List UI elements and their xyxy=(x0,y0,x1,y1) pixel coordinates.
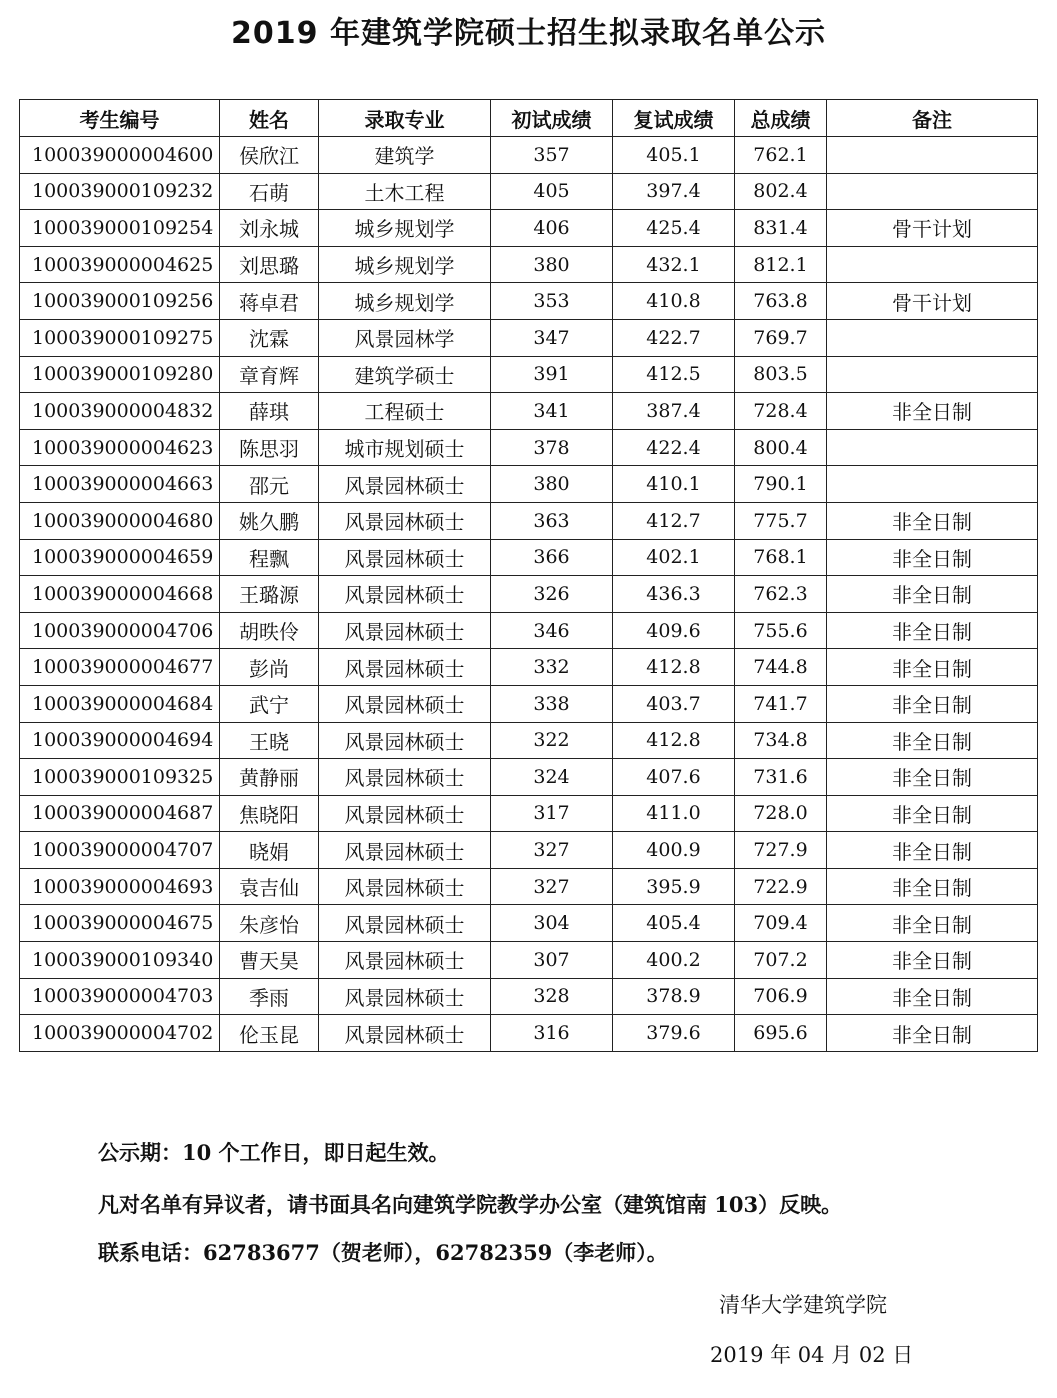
header-remarks: 备注 xyxy=(827,100,1038,137)
cell-remarks: 非全日制 xyxy=(827,905,1038,942)
cell-major: 风景园林硕士 xyxy=(319,759,491,796)
cell-retest-score: 405.1 xyxy=(613,137,735,174)
cell-remarks: 非全日制 xyxy=(827,1015,1038,1052)
cell-total-score: 727.9 xyxy=(735,832,827,869)
cell-name: 季雨 xyxy=(220,978,319,1015)
cell-initial-score: 378 xyxy=(491,429,613,466)
cell-total-score: 728.4 xyxy=(735,393,827,430)
cell-name: 袁吉仙 xyxy=(220,868,319,905)
cell-total-score: 755.6 xyxy=(735,612,827,649)
cell-retest-score: 410.8 xyxy=(613,283,735,320)
table-row xyxy=(20,319,1038,356)
cell-retest-score: 379.6 xyxy=(613,1015,735,1052)
cell-name: 焦晓阳 xyxy=(220,795,319,832)
table-row xyxy=(20,393,1038,430)
cell-exam-id: 100039000004832 xyxy=(20,393,220,430)
cell-total-score: 734.8 xyxy=(735,722,827,759)
cell-total-score: 762.1 xyxy=(735,137,827,174)
cell-retest-score: 436.3 xyxy=(613,576,735,613)
cell-remarks: 非全日制 xyxy=(827,576,1038,613)
cell-name: 朱彦怡 xyxy=(220,905,319,942)
table-header-row xyxy=(20,100,1038,137)
cell-retest-score: 432.1 xyxy=(613,246,735,283)
cell-initial-score: 304 xyxy=(491,905,613,942)
cell-exam-id: 100039000109232 xyxy=(20,173,220,210)
cell-retest-score: 409.6 xyxy=(613,612,735,649)
table-row xyxy=(20,905,1038,942)
cell-name: 邵元 xyxy=(220,466,319,503)
cell-total-score: 769.7 xyxy=(735,319,827,356)
cell-major: 风景园林硕士 xyxy=(319,685,491,722)
cell-exam-id: 100039000109340 xyxy=(20,942,220,979)
cell-remarks: 非全日制 xyxy=(827,502,1038,539)
cell-major: 风景园林学 xyxy=(319,319,491,356)
cell-total-score: 762.3 xyxy=(735,576,827,613)
cell-exam-id: 100039000004706 xyxy=(20,612,220,649)
cell-total-score: 707.2 xyxy=(735,942,827,979)
cell-exam-id: 100039000004703 xyxy=(20,978,220,1015)
cell-major: 城市规划硕士 xyxy=(319,429,491,466)
cell-name: 武宁 xyxy=(220,685,319,722)
cell-remarks: 非全日制 xyxy=(827,649,1038,686)
cell-retest-score: 402.1 xyxy=(613,539,735,576)
table-row xyxy=(20,466,1038,503)
cell-exam-id: 100039000109275 xyxy=(20,319,220,356)
notice-period: 公示期：10 个工作日，即日起生效。 xyxy=(98,1140,450,1165)
cell-initial-score: 391 xyxy=(491,356,613,393)
cell-major: 城乡规划学 xyxy=(319,210,491,247)
cell-retest-score: 412.5 xyxy=(613,356,735,393)
cell-initial-score: 307 xyxy=(491,942,613,979)
cell-total-score: 722.9 xyxy=(735,868,827,905)
cell-exam-id: 100039000004623 xyxy=(20,429,220,466)
cell-initial-score: 327 xyxy=(491,868,613,905)
header-exam-id: 考生编号 xyxy=(20,100,220,137)
cell-remarks xyxy=(827,429,1038,466)
cell-retest-score: 395.9 xyxy=(613,868,735,905)
cell-exam-id: 100039000004702 xyxy=(20,1015,220,1052)
signature-date: 2019 年 04 月 02 日 xyxy=(710,1343,914,1367)
cell-major: 风景园林硕士 xyxy=(319,868,491,905)
cell-initial-score: 328 xyxy=(491,978,613,1015)
table-row xyxy=(20,173,1038,210)
cell-exam-id: 100039000004694 xyxy=(20,722,220,759)
cell-initial-score: 326 xyxy=(491,576,613,613)
admission-list-table xyxy=(19,99,1038,1052)
cell-initial-score: 346 xyxy=(491,612,613,649)
table-row xyxy=(20,1015,1038,1052)
cell-name: 陈思羽 xyxy=(220,429,319,466)
cell-major: 风景园林硕士 xyxy=(319,795,491,832)
cell-total-score: 744.8 xyxy=(735,649,827,686)
cell-major: 风景园林硕士 xyxy=(319,722,491,759)
cell-retest-score: 422.7 xyxy=(613,319,735,356)
cell-name: 伦玉昆 xyxy=(220,1015,319,1052)
cell-remarks: 非全日制 xyxy=(827,685,1038,722)
cell-remarks: 非全日制 xyxy=(827,832,1038,869)
cell-initial-score: 341 xyxy=(491,393,613,430)
cell-exam-id: 100039000004687 xyxy=(20,795,220,832)
cell-total-score: 800.4 xyxy=(735,429,827,466)
cell-remarks: 非全日制 xyxy=(827,868,1038,905)
cell-name: 王晓 xyxy=(220,722,319,759)
cell-total-score: 812.1 xyxy=(735,246,827,283)
cell-exam-id: 100039000004677 xyxy=(20,649,220,686)
cell-total-score: 731.6 xyxy=(735,759,827,796)
cell-initial-score: 363 xyxy=(491,502,613,539)
cell-major: 土木工程 xyxy=(319,173,491,210)
cell-total-score: 763.8 xyxy=(735,283,827,320)
cell-retest-score: 400.2 xyxy=(613,942,735,979)
cell-total-score: 831.4 xyxy=(735,210,827,247)
cell-exam-id: 100039000004707 xyxy=(20,832,220,869)
cell-remarks xyxy=(827,173,1038,210)
cell-name: 侯欣江 xyxy=(220,137,319,174)
cell-exam-id: 100039000109254 xyxy=(20,210,220,247)
cell-total-score: 803.5 xyxy=(735,356,827,393)
notice-objection: 凡对名单有异议者，请书面具名向建筑学院教学办公室（建筑馆南 103）反映。 xyxy=(98,1192,843,1217)
cell-initial-score: 406 xyxy=(491,210,613,247)
cell-name: 彭尚 xyxy=(220,649,319,686)
cell-remarks: 非全日制 xyxy=(827,978,1038,1015)
cell-remarks xyxy=(827,246,1038,283)
cell-exam-id: 100039000004625 xyxy=(20,246,220,283)
cell-major: 风景园林硕士 xyxy=(319,612,491,649)
cell-retest-score: 387.4 xyxy=(613,393,735,430)
cell-name: 刘永城 xyxy=(220,210,319,247)
cell-retest-score: 412.8 xyxy=(613,722,735,759)
cell-name: 曹天昊 xyxy=(220,942,319,979)
table-row xyxy=(20,137,1038,174)
cell-exam-id: 100039000004684 xyxy=(20,685,220,722)
cell-remarks xyxy=(827,356,1038,393)
cell-initial-score: 380 xyxy=(491,466,613,503)
cell-retest-score: 411.0 xyxy=(613,795,735,832)
cell-name: 沈霖 xyxy=(220,319,319,356)
cell-name: 王璐源 xyxy=(220,576,319,613)
cell-name: 胡昳伶 xyxy=(220,612,319,649)
cell-initial-score: 353 xyxy=(491,283,613,320)
cell-retest-score: 403.7 xyxy=(613,685,735,722)
cell-total-score: 741.7 xyxy=(735,685,827,722)
cell-total-score: 709.4 xyxy=(735,905,827,942)
cell-major: 风景园林硕士 xyxy=(319,978,491,1015)
cell-exam-id: 100039000004600 xyxy=(20,137,220,174)
cell-retest-score: 400.9 xyxy=(613,832,735,869)
page-title: 2019 年建筑学院硕士招生拟录取名单公示 xyxy=(231,16,826,51)
cell-initial-score: 322 xyxy=(491,722,613,759)
table-row xyxy=(20,868,1038,905)
table-row xyxy=(20,429,1038,466)
cell-remarks: 非全日制 xyxy=(827,759,1038,796)
cell-retest-score: 425.4 xyxy=(613,210,735,247)
cell-exam-id: 100039000109256 xyxy=(20,283,220,320)
cell-remarks: 非全日制 xyxy=(827,795,1038,832)
cell-initial-score: 332 xyxy=(491,649,613,686)
signature-org: 清华大学建筑学院 xyxy=(719,1293,887,1317)
cell-initial-score: 316 xyxy=(491,1015,613,1052)
cell-remarks: 骨干计划 xyxy=(827,210,1038,247)
cell-total-score: 695.6 xyxy=(735,1015,827,1052)
table-row xyxy=(20,210,1038,247)
cell-remarks xyxy=(827,466,1038,503)
cell-major: 城乡规划学 xyxy=(319,283,491,320)
table-body xyxy=(20,137,1038,1052)
table-row xyxy=(20,685,1038,722)
table-row xyxy=(20,356,1038,393)
cell-remarks xyxy=(827,137,1038,174)
cell-major: 建筑学硕士 xyxy=(319,356,491,393)
cell-retest-score: 422.4 xyxy=(613,429,735,466)
table-row xyxy=(20,246,1038,283)
cell-name: 黄静丽 xyxy=(220,759,319,796)
cell-exam-id: 100039000004659 xyxy=(20,539,220,576)
cell-initial-score: 338 xyxy=(491,685,613,722)
table-row xyxy=(20,612,1038,649)
cell-exam-id: 100039000004675 xyxy=(20,905,220,942)
cell-initial-score: 324 xyxy=(491,759,613,796)
cell-retest-score: 410.1 xyxy=(613,466,735,503)
header-major: 录取专业 xyxy=(319,100,491,137)
cell-major: 风景园林硕士 xyxy=(319,466,491,503)
cell-total-score: 775.7 xyxy=(735,502,827,539)
cell-retest-score: 378.9 xyxy=(613,978,735,1015)
cell-major: 城乡规划学 xyxy=(319,246,491,283)
cell-initial-score: 380 xyxy=(491,246,613,283)
cell-initial-score: 347 xyxy=(491,319,613,356)
cell-remarks: 非全日制 xyxy=(827,393,1038,430)
cell-major: 风景园林硕士 xyxy=(319,1015,491,1052)
cell-retest-score: 407.6 xyxy=(613,759,735,796)
cell-name: 石萌 xyxy=(220,173,319,210)
cell-exam-id: 100039000004663 xyxy=(20,466,220,503)
cell-major: 风景园林硕士 xyxy=(319,539,491,576)
cell-total-score: 802.4 xyxy=(735,173,827,210)
table-row xyxy=(20,942,1038,979)
cell-name: 晓娟 xyxy=(220,832,319,869)
cell-remarks: 非全日制 xyxy=(827,722,1038,759)
cell-initial-score: 366 xyxy=(491,539,613,576)
table-row xyxy=(20,978,1038,1015)
cell-exam-id: 100039000004693 xyxy=(20,868,220,905)
cell-remarks: 非全日制 xyxy=(827,612,1038,649)
cell-initial-score: 357 xyxy=(491,137,613,174)
table-row xyxy=(20,759,1038,796)
cell-major: 风景园林硕士 xyxy=(319,942,491,979)
cell-major: 风景园林硕士 xyxy=(319,905,491,942)
cell-initial-score: 405 xyxy=(491,173,613,210)
table-row xyxy=(20,502,1038,539)
cell-total-score: 790.1 xyxy=(735,466,827,503)
cell-exam-id: 100039000109325 xyxy=(20,759,220,796)
cell-name: 章育辉 xyxy=(220,356,319,393)
header-total-score: 总成绩 xyxy=(735,100,827,137)
cell-remarks xyxy=(827,319,1038,356)
header-initial-score: 初试成绩 xyxy=(491,100,613,137)
cell-total-score: 706.9 xyxy=(735,978,827,1015)
cell-exam-id: 100039000109280 xyxy=(20,356,220,393)
table-row xyxy=(20,539,1038,576)
cell-retest-score: 412.7 xyxy=(613,502,735,539)
notice-contact: 联系电话：62783677（贺老师），62782359（李老师）。 xyxy=(98,1240,668,1265)
cell-major: 建筑学 xyxy=(319,137,491,174)
cell-name: 程飘 xyxy=(220,539,319,576)
cell-name: 刘思璐 xyxy=(220,246,319,283)
table-row xyxy=(20,649,1038,686)
cell-major: 风景园林硕士 xyxy=(319,502,491,539)
cell-exam-id: 100039000004680 xyxy=(20,502,220,539)
cell-remarks: 非全日制 xyxy=(827,942,1038,979)
cell-retest-score: 405.4 xyxy=(613,905,735,942)
cell-initial-score: 327 xyxy=(491,832,613,869)
cell-total-score: 728.0 xyxy=(735,795,827,832)
cell-name: 薛琪 xyxy=(220,393,319,430)
header-retest-score: 复试成绩 xyxy=(613,100,735,137)
header-name: 姓名 xyxy=(220,100,319,137)
cell-retest-score: 412.8 xyxy=(613,649,735,686)
cell-name: 蒋卓君 xyxy=(220,283,319,320)
cell-major: 风景园林硕士 xyxy=(319,649,491,686)
cell-remarks: 骨干计划 xyxy=(827,283,1038,320)
table-row xyxy=(20,722,1038,759)
cell-major: 风景园林硕士 xyxy=(319,832,491,869)
cell-major: 风景园林硕士 xyxy=(319,576,491,613)
cell-exam-id: 100039000004668 xyxy=(20,576,220,613)
cell-initial-score: 317 xyxy=(491,795,613,832)
table-row xyxy=(20,283,1038,320)
cell-name: 姚久鹏 xyxy=(220,502,319,539)
table-row xyxy=(20,576,1038,613)
cell-retest-score: 397.4 xyxy=(613,173,735,210)
table-row xyxy=(20,832,1038,869)
cell-remarks: 非全日制 xyxy=(827,539,1038,576)
table-row xyxy=(20,795,1038,832)
cell-major: 工程硕士 xyxy=(319,393,491,430)
cell-total-score: 768.1 xyxy=(735,539,827,576)
